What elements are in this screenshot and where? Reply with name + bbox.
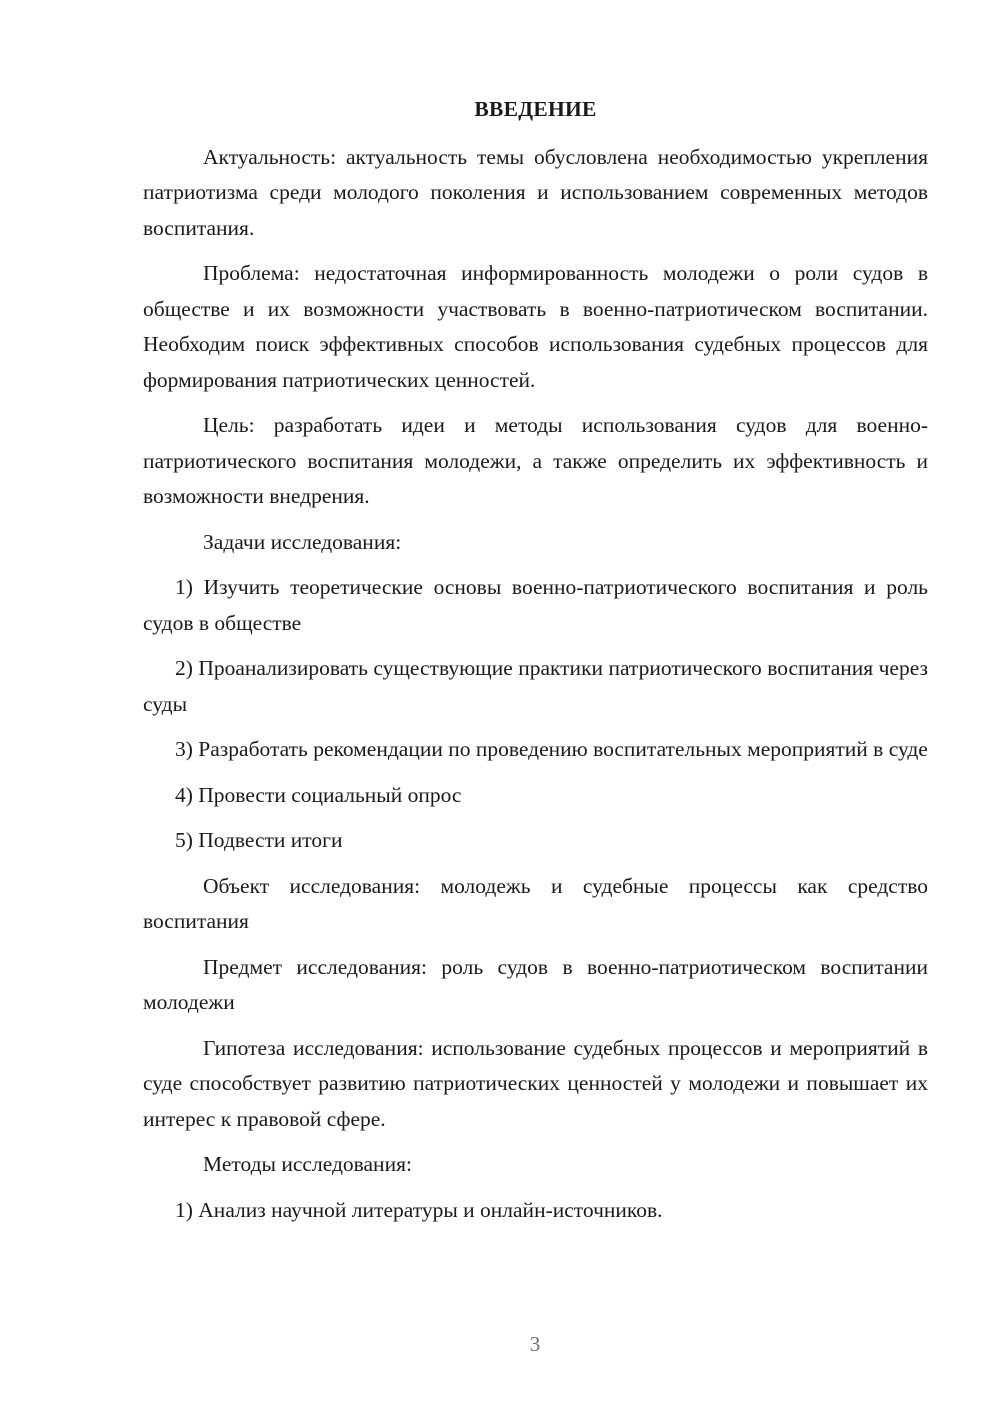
task-item-1: 1) Изучить теоретические основы военно-патриотического воспитания и роль судов в обществе [143,575,928,635]
paragraph-subject: Предмет исследования: роль судов в военно-патриотическом воспитании молодежи [143,954,928,1014]
paragraph-hypothesis: Гипотеза исследования: использование судебных процессов и мероприятий в суде способствует развитию патриотических ценностей у молодежи и повышает их интерес к правовой сфере. [143,1035,928,1131]
page-content [143,92,928,1238]
paragraph-problem: Проблема: недостаточная информированность молодежи о роли судов в обществе и их возможности участвовать в военно-патриотическом воспитании. Необходим поиск эффективных способов использования судебных процессов для формирования патриотических ценностей. [143,261,928,392]
methods-heading: Методы исследования: [203,1152,412,1176]
method-item-1: 1) Анализ научной литературы и онлайн-источников. [175,1197,663,1222]
paragraph-relevance: Актуальность: актуальность темы обусловлена необходимостью укрепления патриотизма среди молодого поколения и использованием современных методов воспитания. [143,144,928,240]
task-item-3: 3) Разработать рекомендации по проведению воспитательных мероприятий в суде [175,737,928,761]
task-item-2: 2) Проанализировать существующие практики патриотического воспитания через суды [143,656,928,716]
task-item-5: 5) Подвести итоги [175,828,343,852]
paragraph-goal: Цель: разработать идеи и методы использования судов для военно-патриотического воспитания молодежи, а также определить их эффективность и возможности внедрения. [143,413,928,508]
section-title: ВВЕДЕНИЕ [474,97,597,121]
tasks-heading: Задачи исследования: [203,529,402,554]
paragraph-object: Объект исследования: молодежь и судебные процессы как средство воспитания [143,873,928,933]
page-number: 3 [529,1332,541,1356]
task-item-4: 4) Провести социальный опрос [175,782,462,807]
